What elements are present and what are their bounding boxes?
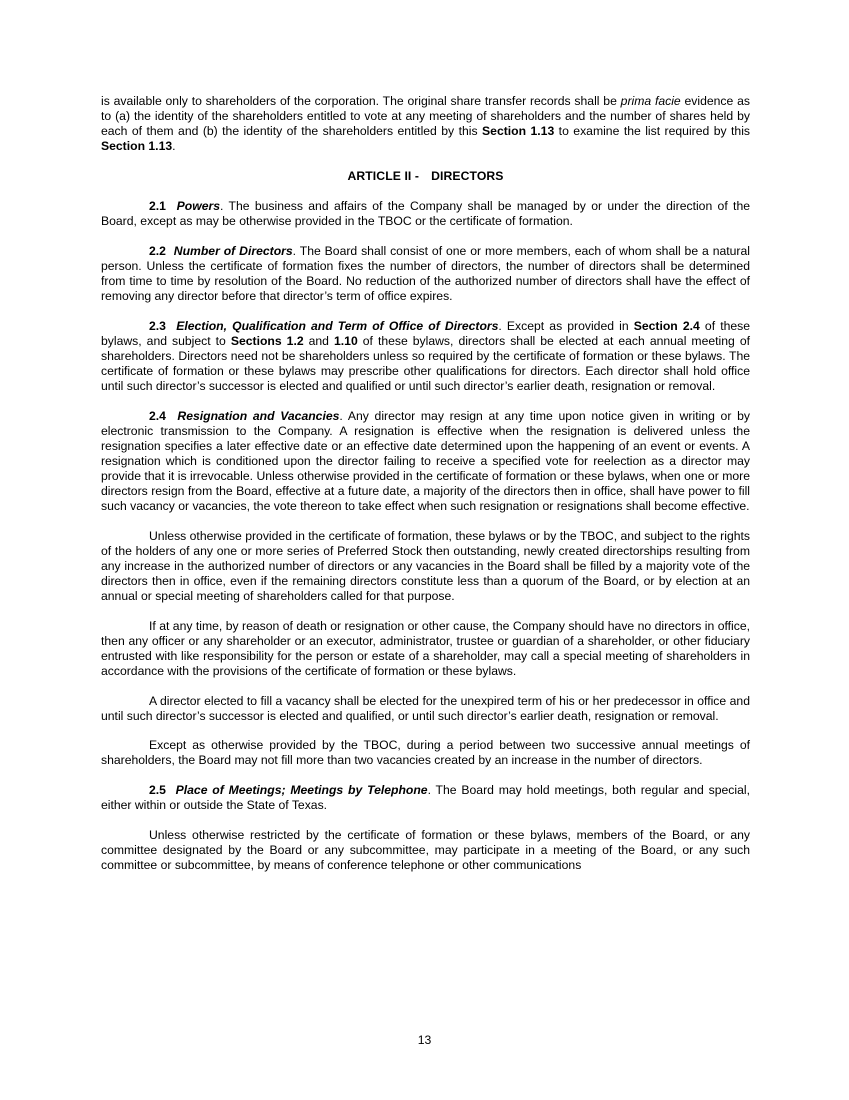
- section-2-3: [101, 319, 750, 394]
- section-2-4-paragraph-2: Unless otherwise provided in the certificate of formation, these bylaws or by the TBOC, and subject to the rights of the holders of any one or more series of Preferred Stock then outstanding, newly created directorships resulting from any increase in the authorized number of directors or any vacancies in the Board shall be filled by a majority vote of the directors then in office, even if the remaining directors constitute less than a quorum of the Board, or by election at an annual or special meeting of shareholders called for that purpose.: [101, 528, 750, 604]
- section-2-1: [101, 199, 750, 229]
- section-number: 2.2: [149, 243, 166, 258]
- section-title: Election, Qualification and Term of Office of Directors: [176, 318, 499, 333]
- section-2-4-paragraph-3: If at any time, by reason of death or resignation or other cause, the Company should have no directors in office, then any officer or any shareholder or an executor, administrator, trustee or guardian of a shareholder, or other fiduciary entrusted with like responsibility for the person or estate of a shareholder, may call a special meeting of shareholders in accordance with the provisions of the certificate of formation or these bylaws.: [101, 618, 750, 678]
- section-number: 2.5: [149, 782, 166, 797]
- section-2-5: [101, 783, 750, 813]
- section-number: 2.1: [149, 198, 166, 213]
- document-page: [101, 94, 750, 887]
- section-body: . Except as provided in: [498, 318, 634, 333]
- section-body: . The Board shall consist of one or more members, each of whom shall be a natural person. Unless the certificate of formation fixes the number of directors, the number of directors shall be determined from time to time by resolution of the Board. No reduction of the authorized number of directors shall have the effect of removing any director before that director’s term of office expires.: [101, 243, 750, 303]
- section-body: of these bylaws, directors shall be elected at each annual meeting of shareholders. Directors need not be shareholders unless so required by the certificate of formation or these bylaws. The certificate of formation or these bylaws may prescribe other qualifications for directors. Each director shall hold office until such director’s successor is elected and qualified or until such director’s earlier death, resignation or removal.: [101, 333, 750, 393]
- article-title: DIRECTORS: [431, 168, 504, 183]
- section-2-4: [101, 409, 750, 515]
- intro-text: to examine the list required by this: [554, 124, 751, 139]
- section-2-4-paragraph-5: Except as otherwise provided by the TBOC, during a period between two successive annual meetings of shareholders, the Board may not fill more than two vacancies created by an increase in the number of directors.: [101, 738, 750, 768]
- section-body: and: [303, 333, 334, 348]
- intro-paragraph: [101, 94, 750, 154]
- section-reference: Section 1.13: [101, 139, 173, 154]
- section-body: . The Board may hold meetings, both regular and special, either within or outside the State of Texas.: [101, 782, 750, 812]
- article-number: ARTICLE II -: [347, 168, 420, 183]
- intro-text: is available only to shareholders of the corporation. The original share transfer records shall be: [101, 94, 621, 108]
- page-number: 13: [417, 1033, 432, 1047]
- section-2-4-paragraph-4: A director elected to fill a vacancy shall be elected for the unexpired term of his or her predecessor in office and until such director’s successor is elected and qualified, or until such director’s earlier death, resignation or removal.: [101, 693, 750, 723]
- section-reference: Section 1.13: [482, 124, 555, 139]
- section-body: . Any director may resign at any time upon notice given in writing or by electronic transmission to the Company. A resignation is effective when the resignation is delivered unless the resignation specifies a later effective date or an effective date determined upon the happening of an event or events. A resignation which is conditioned upon the director failing to receive a specified vote for reelection as a director may provide that it is irrevocable. Unless otherwise provided in the certificate of formation or these bylaws, when one or more directors resign from the Board, effective at a future date, a majority of the directors then in office, shall have power to fill such vacancy or vacancies, the vote thereon to take effect when such resignation or resignations shall become effective.: [101, 408, 750, 514]
- section-title: Place of Meetings; Meetings by Telephone: [175, 782, 428, 797]
- section-2-2: [101, 244, 750, 304]
- article-heading: [101, 169, 750, 184]
- section-reference: Sections 1.2: [230, 333, 304, 348]
- prima-facie-term: prima facie: [620, 94, 681, 108]
- section-title: Resignation and Vacancies: [177, 408, 340, 423]
- section-2-5-paragraph-2: Unless otherwise restricted by the certificate of formation or these bylaws, members of the Board, or any committee designated by the Board or any subcommittee, may participate in a meeting of the Board, or any such committee or subcommittee, by means of conference telephone or other communications: [101, 827, 750, 872]
- section-body: . The business and affairs of the Company shall be managed by or under the direction of the Board, except as may be otherwise provided in the TBOC or the certificate of formation.: [101, 198, 750, 229]
- section-number: 2.3: [149, 318, 166, 333]
- section-number: 2.4: [149, 408, 166, 423]
- intro-text: evidence as to (a) the identity of the shareholders entitled to vote at any meeting of shareholders and the number of shares held by each of them and (b) the identity of the shareholders entitled by this: [101, 94, 750, 139]
- section-reference: Section 2.4: [633, 318, 700, 333]
- intro-text: .: [172, 139, 176, 154]
- section-title: Powers: [176, 198, 220, 213]
- section-body: of these bylaws, and subject to: [101, 318, 751, 348]
- section-title: Number of Directors: [173, 243, 293, 258]
- section-reference: 1.10: [334, 333, 358, 348]
